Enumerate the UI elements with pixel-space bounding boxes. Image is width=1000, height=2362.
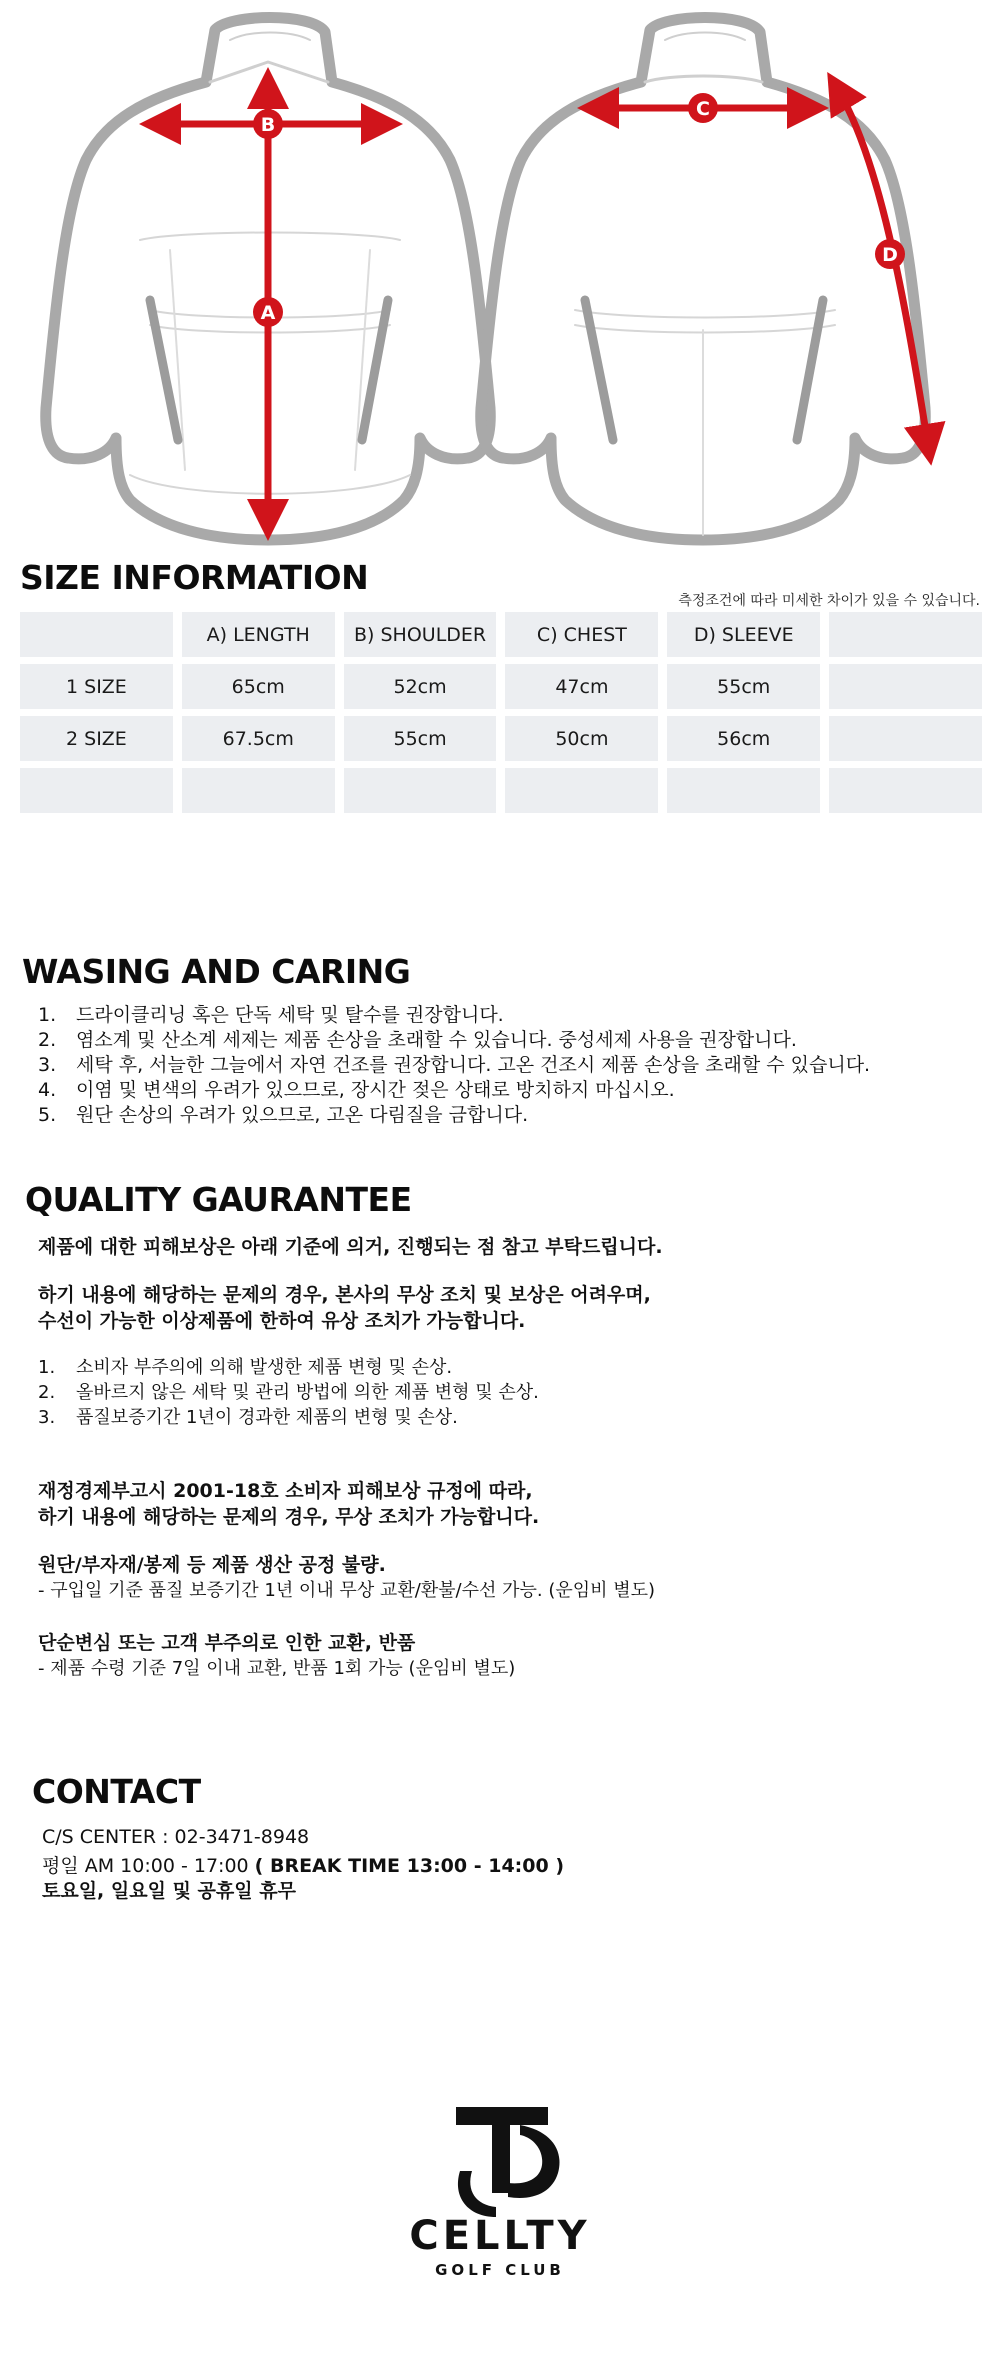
list-item-number: 4. (38, 1079, 57, 1101)
contact-break-time: ( BREAK TIME 13:00 - 14:00 ) (254, 1855, 565, 1877)
header-cell-length: A) LENGTH (182, 612, 335, 657)
quality-defect-title: 원단/부자재/봉제 등 제품 생산 공정 불량. (38, 1554, 386, 1576)
size-table-header (20, 612, 982, 657)
table-row (20, 716, 982, 761)
quality-regulation-line-1: 재정경제부고시 2001-18호 소비자 피해보상 규정에 따라, (38, 1480, 533, 1502)
list-item-number: 2. (38, 1029, 57, 1051)
sleeve-cell: 56cm (667, 716, 820, 761)
empty-cell (829, 768, 982, 813)
length-cell: 65cm (182, 664, 335, 709)
empty-cell (182, 768, 335, 813)
list-item-text: 원단 손상의 우려가 있으므로, 고온 다림질을 금합니다. (76, 1104, 529, 1126)
empty-cell (829, 664, 982, 709)
list-item-number: 1. (38, 1004, 57, 1026)
badge-d (875, 239, 905, 269)
list-item (38, 1003, 870, 1028)
header-cell (829, 612, 982, 657)
contact-hours: 평일 AM 10:00 - 17:00 (42, 1855, 249, 1877)
list-item-text: 드라이클리닝 혹은 단독 세탁 및 탈수를 권장합니다. (76, 1004, 504, 1026)
list-item-number: 5. (38, 1104, 57, 1126)
list-item (38, 1103, 870, 1128)
empty-cell (20, 768, 173, 813)
svg-text:C: C (696, 98, 710, 120)
empty-cell (505, 768, 658, 813)
logo-sub-text: GOLF CLUB (435, 2261, 565, 2279)
list-item (38, 1405, 539, 1430)
svg-text:A: A (260, 302, 276, 324)
size-label-cell: 1 SIZE (20, 664, 173, 709)
badge-a (253, 297, 283, 327)
list-item-text: 품질보증기간 1년이 경과한 제품의 변형 및 손상. (76, 1407, 458, 1428)
quality-policy-line-1: 하기 내용에 해당하는 문제의 경우, 본사의 무상 조치 및 보상은 어려우며, (38, 1284, 651, 1306)
contact-title: CONTACT (32, 1772, 201, 1811)
header-cell-sleeve: D) SLEEVE (667, 612, 820, 657)
cellty-golf-club-logo (380, 2085, 620, 2285)
quality-intro: 제품에 대한 피해보상은 아래 기준에 의거, 진행되는 점 참고 부탁드립니다. (38, 1236, 663, 1258)
quality-exclusions-list (38, 1355, 539, 1430)
badge-c (688, 93, 718, 123)
logo-monogram-icon (456, 2107, 559, 2217)
table-row (20, 768, 982, 813)
list-item-text: 세탁 후, 서늘한 그늘에서 자연 건조를 권장합니다. 고온 건조시 제품 손상을 초래할 수 있습니다. (76, 1054, 871, 1076)
table-row (20, 664, 982, 709)
contact-closed: 토요일, 일요일 및 공휴일 휴무 (42, 1880, 296, 1902)
header-cell-shoulder: B) SHOULDER (344, 612, 497, 657)
list-item-number: 3. (38, 1407, 56, 1428)
quality-defect-desc: - 구입일 기준 품질 보증기간 1년 이내 무상 교환/환불/수선 가능. (운임비 별도) (38, 1580, 656, 1601)
list-item-number: 1. (38, 1357, 56, 1378)
header-cell-chest: C) CHEST (505, 612, 658, 657)
length-cell: 67.5cm (182, 716, 335, 761)
quality-policy-line-2: 수선이 가능한 이상제품에 한하여 유상 조치가 가능합니다. (38, 1310, 526, 1332)
contact-hours-line (42, 1851, 564, 1878)
contact-cs-center: C/S CENTER : 02-3471-8948 (42, 1826, 310, 1848)
logo-brand-text: CELLTY (409, 2213, 591, 2259)
washing-title: WASING AND CARING (22, 952, 411, 991)
empty-cell (829, 716, 982, 761)
svg-text:B: B (260, 114, 276, 136)
chest-cell: 50cm (505, 716, 658, 761)
list-item-text: 이염 및 변색의 우려가 있으므로, 장시간 젖은 상태로 방치하지 마십시오. (76, 1079, 675, 1101)
shoulder-cell: 55cm (344, 716, 497, 761)
quality-change-desc: - 제품 수령 기준 7일 이내 교환, 반품 1회 가능 (운임비 별도) (38, 1658, 516, 1679)
list-item (38, 1028, 870, 1053)
list-item-number: 2. (38, 1382, 56, 1403)
empty-cell (667, 768, 820, 813)
quality-regulation-line-2: 하기 내용에 해당하는 문제의 경우, 무상 조치가 가능합니다. (38, 1506, 540, 1528)
header-cell (20, 612, 173, 657)
sleeve-cell: 55cm (667, 664, 820, 709)
badge-b (253, 109, 283, 139)
list-item (38, 1053, 870, 1078)
chest-cell: 47cm (505, 664, 658, 709)
list-item-text: 염소계 및 산소계 세제는 제품 손상을 초래할 수 있습니다. 중성세제 사용을 권장합니다. (76, 1029, 797, 1051)
svg-text:D: D (882, 244, 898, 266)
list-item (38, 1380, 539, 1405)
washing-list (38, 1003, 870, 1128)
list-item-number: 3. (38, 1054, 57, 1076)
list-item-text: 소비자 부주의에 의해 발생한 제품 변형 및 손상. (76, 1357, 453, 1378)
empty-cell (344, 768, 497, 813)
size-measurement-diagram (0, 0, 1000, 550)
shoulder-cell: 52cm (344, 664, 497, 709)
list-item (38, 1355, 539, 1380)
list-item (38, 1078, 870, 1103)
quality-title: QUALITY GAURANTEE (25, 1180, 412, 1219)
size-table (20, 612, 982, 820)
size-info-title: SIZE INFORMATION (20, 558, 369, 597)
size-info-note: 측정조건에 따라 미세한 차이가 있을 수 있습니다. (678, 593, 980, 609)
list-item-text: 올바르지 않은 세탁 및 관리 방법에 의한 제품 변형 및 손상. (76, 1382, 539, 1403)
size-label-cell: 2 SIZE (20, 716, 173, 761)
quality-change-title: 단순변심 또는 고객 부주의로 인한 교환, 반품 (38, 1632, 416, 1654)
